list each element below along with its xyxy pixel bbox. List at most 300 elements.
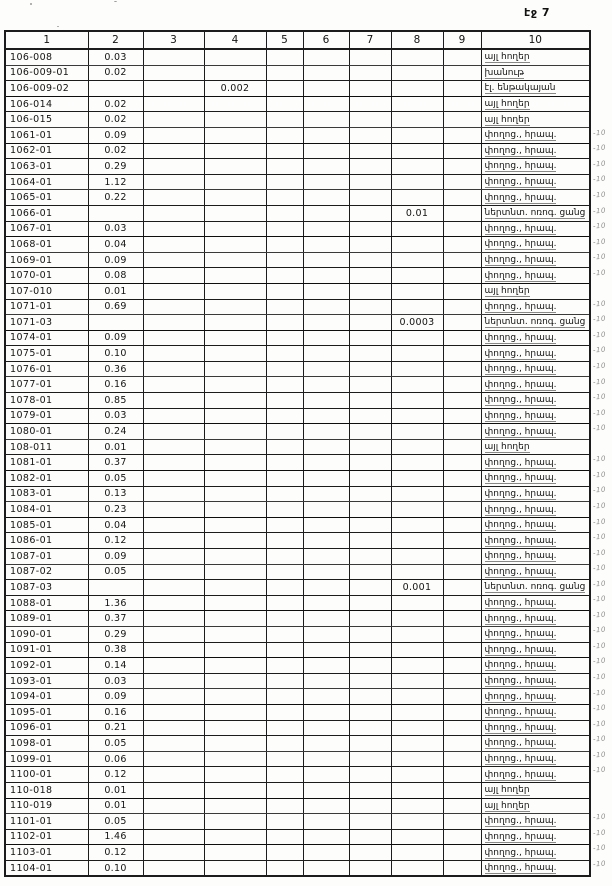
value-cell (204, 205, 266, 221)
value-cell (303, 486, 349, 502)
land-use-text: փողոց., հրապ. (484, 177, 557, 188)
value-cell (266, 439, 303, 455)
parcel-code-cell: 1079-01 (5, 408, 88, 424)
value-cell (204, 798, 266, 814)
column-header-9: 9 (443, 31, 481, 49)
land-use-cell (481, 533, 590, 549)
value-cell: 0.01 (391, 205, 443, 221)
land-use-cell (481, 237, 590, 253)
parcel-code-cell: 110-019 (5, 798, 88, 814)
value-cell (143, 689, 204, 705)
value-cell: 0.02 (88, 65, 143, 81)
value-cell (143, 720, 204, 736)
value-cell (391, 549, 443, 565)
land-use-text: փողոց., հրապ. (484, 738, 557, 749)
land-use-text: ներտնտ. ոռոգ. ցանց (484, 582, 586, 593)
value-cell: 0.69 (88, 299, 143, 315)
value-cell: 0.04 (88, 237, 143, 253)
value-cell: 1.12 (88, 174, 143, 190)
parcel-code-cell: 1087-02 (5, 564, 88, 580)
handwritten-margin-mark: -10 (592, 252, 607, 262)
land-use-cell (481, 299, 590, 315)
value-cell (349, 611, 391, 627)
land-use-cell (481, 658, 590, 674)
value-cell (266, 159, 303, 175)
value-cell (143, 299, 204, 315)
table-row (5, 751, 590, 767)
land-use-text: ներտնտ. ոռոգ. ցանց (484, 317, 586, 328)
value-cell (204, 299, 266, 315)
parcel-code-cell: 1080-01 (5, 424, 88, 440)
value-cell (143, 330, 204, 346)
land-use-text: էլ. ենթակայան (484, 83, 556, 94)
value-cell (204, 580, 266, 596)
value-cell (443, 127, 481, 143)
value-cell: 0.03 (88, 49, 143, 65)
table-row (5, 580, 590, 596)
value-cell (204, 112, 266, 128)
table-row (5, 549, 590, 565)
value-cell (303, 471, 349, 487)
land-use-text: փողոց., հրապ. (484, 660, 557, 671)
value-cell (443, 330, 481, 346)
value-cell (266, 174, 303, 190)
value-cell: 0.02 (88, 143, 143, 159)
value-cell (443, 190, 481, 206)
table-row (5, 829, 590, 845)
handwritten-margin-mark: -10 (592, 579, 607, 589)
parcel-code-cell: 1068-01 (5, 237, 88, 253)
value-cell (143, 252, 204, 268)
value-cell (303, 393, 349, 409)
value-cell (349, 860, 391, 876)
value-cell (303, 96, 349, 112)
value-cell (443, 49, 481, 65)
land-use-text: այլ հողեր (484, 99, 530, 110)
table-row (5, 393, 590, 409)
parcel-code-cell: 1101-01 (5, 814, 88, 830)
value-cell: 0.01 (88, 439, 143, 455)
value-cell (303, 268, 349, 284)
value-cell (391, 471, 443, 487)
table-row (5, 626, 590, 642)
value-cell: 0.13 (88, 486, 143, 502)
parcel-code-cell: 1102-01 (5, 829, 88, 845)
value-cell (391, 767, 443, 783)
land-use-text: փողոց., հրապ. (484, 816, 557, 827)
handwritten-margin-mark: -10 (592, 408, 607, 418)
value-cell (391, 860, 443, 876)
value-cell (266, 486, 303, 502)
value-cell: 0.08 (88, 268, 143, 284)
value-cell (443, 174, 481, 190)
value-cell (266, 720, 303, 736)
land-use-text: փողոց., հրապ. (484, 426, 557, 437)
land-use-cell (481, 642, 590, 658)
land-use-text: փողոց., հրապ. (484, 379, 557, 390)
land-use-text: փողոց., հրապ. (484, 239, 557, 250)
parcel-code-cell: 1099-01 (5, 751, 88, 767)
parcel-code-cell: 1069-01 (5, 252, 88, 268)
land-use-cell (481, 221, 590, 237)
value-cell (303, 845, 349, 861)
value-cell (204, 268, 266, 284)
value-cell (443, 533, 481, 549)
value-cell (443, 782, 481, 798)
value-cell (143, 502, 204, 518)
value-cell (391, 221, 443, 237)
table-row (5, 533, 590, 549)
value-cell (204, 814, 266, 830)
table-row (5, 361, 590, 377)
value-cell (88, 315, 143, 331)
parcel-code-cell: 1086-01 (5, 533, 88, 549)
value-cell (266, 455, 303, 471)
land-use-cell (481, 626, 590, 642)
value-cell (303, 642, 349, 658)
value-cell (204, 174, 266, 190)
value-cell (391, 143, 443, 159)
land-use-cell (481, 798, 590, 814)
parcel-code-cell: 1083-01 (5, 486, 88, 502)
table-row (5, 517, 590, 533)
handwritten-margin-mark: -10 (592, 190, 607, 200)
value-cell (443, 143, 481, 159)
land-use-cell (481, 471, 590, 487)
handwritten-margin-mark: -10 (592, 501, 607, 511)
table-row (5, 689, 590, 705)
handwritten-margin-mark: -10 (592, 750, 607, 760)
land-use-cell (481, 580, 590, 596)
land-use-text: փողոց., հրապ. (484, 130, 557, 141)
value-cell (143, 626, 204, 642)
value-cell: 0.21 (88, 720, 143, 736)
parcel-code-cell: 106-009-01 (5, 65, 88, 81)
value-cell (143, 673, 204, 689)
value-cell (349, 408, 391, 424)
value-cell (391, 346, 443, 362)
value-cell (143, 346, 204, 362)
value-cell (391, 190, 443, 206)
value-cell (303, 81, 349, 97)
table-row (5, 845, 590, 861)
value-cell (143, 174, 204, 190)
table-row (5, 127, 590, 143)
value-cell (143, 96, 204, 112)
value-cell (349, 658, 391, 674)
value-cell: 0.38 (88, 642, 143, 658)
handwritten-margin-mark: -10 (592, 641, 607, 651)
land-use-text: այլ հողեր (484, 114, 530, 125)
value-cell (443, 283, 481, 299)
value-cell (443, 346, 481, 362)
land-use-cell (481, 361, 590, 377)
value-cell (391, 174, 443, 190)
value-cell (303, 377, 349, 393)
value-cell (391, 533, 443, 549)
value-cell (349, 845, 391, 861)
value-cell (266, 393, 303, 409)
land-use-cell (481, 112, 590, 128)
value-cell (204, 860, 266, 876)
value-cell (303, 159, 349, 175)
value-cell (143, 221, 204, 237)
value-cell (204, 720, 266, 736)
land-use-text: փողոց., հրապ. (484, 348, 557, 359)
value-cell (204, 49, 266, 65)
parcel-code-cell: 1094-01 (5, 689, 88, 705)
value-cell (143, 315, 204, 331)
table-row (5, 814, 590, 830)
handwritten-margin-mark: -10 (592, 143, 607, 153)
value-cell (143, 393, 204, 409)
parcel-code-cell: 108-011 (5, 439, 88, 455)
value-cell (143, 205, 204, 221)
land-use-text: փողոց., հրապ. (484, 488, 557, 499)
value-cell (303, 127, 349, 143)
value-cell (349, 174, 391, 190)
land-use-text: փողոց., հրապ. (484, 629, 557, 640)
value-cell (303, 502, 349, 518)
value-cell (349, 237, 391, 253)
table-row (5, 143, 590, 159)
value-cell: 0.09 (88, 252, 143, 268)
value-cell: 0.03 (88, 673, 143, 689)
value-cell: 0.02 (88, 112, 143, 128)
land-use-text: փողոց., հրապ. (484, 364, 557, 375)
value-cell (303, 424, 349, 440)
value-cell (391, 642, 443, 658)
value-cell (349, 580, 391, 596)
value-cell (349, 533, 391, 549)
handwritten-margin-mark: -10 (592, 672, 607, 682)
handwritten-margin-mark: -10 (592, 688, 607, 697)
value-cell (443, 580, 481, 596)
land-use-cell (481, 315, 590, 331)
land-use-text: փողոց., հրապ. (484, 457, 557, 468)
value-cell (204, 252, 266, 268)
value-cell (391, 96, 443, 112)
value-cell (204, 143, 266, 159)
land-use-text: փողոց., հրապ. (484, 520, 557, 531)
value-cell (266, 751, 303, 767)
parcel-code-cell: 106-014 (5, 96, 88, 112)
value-cell (266, 112, 303, 128)
value-cell (443, 626, 481, 642)
value-cell (204, 377, 266, 393)
value-cell (349, 673, 391, 689)
value-cell (303, 361, 349, 377)
value-cell (391, 751, 443, 767)
value-cell (391, 49, 443, 65)
value-cell (391, 455, 443, 471)
value-cell (443, 81, 481, 97)
handwritten-margin-mark: -10 (592, 423, 607, 433)
value-cell: 0.09 (88, 330, 143, 346)
handwritten-margin-mark: -10 (592, 703, 607, 713)
table-row (5, 81, 590, 97)
land-use-cell (481, 143, 590, 159)
value-cell (349, 393, 391, 409)
table-row (5, 221, 590, 237)
value-cell (349, 689, 391, 705)
parcel-code-cell: 1104-01 (5, 860, 88, 876)
value-cell (303, 595, 349, 611)
value-cell (266, 408, 303, 424)
value-cell (391, 658, 443, 674)
table-row (5, 112, 590, 128)
land-use-cell (481, 330, 590, 346)
parcel-code-cell: 1090-01 (5, 626, 88, 642)
value-cell (303, 564, 349, 580)
table-row (5, 736, 590, 752)
value-cell (143, 549, 204, 565)
value-cell: 0.22 (88, 190, 143, 206)
land-use-text: փողոց., հրապ. (484, 691, 557, 702)
value-cell (303, 704, 349, 720)
value-cell (143, 658, 204, 674)
value-cell: 0.05 (88, 736, 143, 752)
land-use-cell (481, 159, 590, 175)
value-cell (443, 860, 481, 876)
value-cell (266, 237, 303, 253)
value-cell (266, 658, 303, 674)
handwritten-margin-mark: -10 (592, 719, 607, 729)
value-cell (143, 127, 204, 143)
value-cell: 0.05 (88, 471, 143, 487)
table-row (5, 767, 590, 783)
value-cell (391, 673, 443, 689)
value-cell (204, 127, 266, 143)
value-cell (349, 549, 391, 565)
table-row (5, 299, 590, 315)
value-cell (443, 829, 481, 845)
value-cell (349, 486, 391, 502)
value-cell: 0.05 (88, 564, 143, 580)
value-cell (266, 377, 303, 393)
value-cell (143, 736, 204, 752)
handwritten-margin-mark: -10 (592, 828, 607, 837)
handwritten-margin-mark: -10 (592, 268, 607, 278)
land-use-cell (481, 829, 590, 845)
land-use-cell (481, 377, 590, 393)
value-cell: 0.05 (88, 814, 143, 830)
value-cell (303, 65, 349, 81)
land-use-cell (481, 689, 590, 705)
parcel-code-cell: 1074-01 (5, 330, 88, 346)
value-cell: 0.12 (88, 767, 143, 783)
value-cell (204, 611, 266, 627)
value-cell (143, 814, 204, 830)
value-cell (443, 408, 481, 424)
value-cell (204, 471, 266, 487)
table-row (5, 704, 590, 720)
table-row (5, 798, 590, 814)
value-cell (143, 642, 204, 658)
value-cell: 0.09 (88, 127, 143, 143)
parcel-code-cell: 1089-01 (5, 611, 88, 627)
value-cell (349, 424, 391, 440)
value-cell: 0.24 (88, 424, 143, 440)
table-row (5, 502, 590, 518)
value-cell (204, 455, 266, 471)
table-row (5, 65, 590, 81)
value-cell (204, 845, 266, 861)
value-cell (143, 268, 204, 284)
land-use-cell (481, 595, 590, 611)
value-cell (303, 798, 349, 814)
value-cell (266, 283, 303, 299)
column-header-2: 2 (88, 31, 143, 49)
scan-speck (57, 26, 59, 27)
land-use-cell (481, 439, 590, 455)
value-cell (143, 611, 204, 627)
value-cell (303, 533, 349, 549)
value-cell (303, 346, 349, 362)
handwritten-margin-mark: -10 (592, 174, 607, 184)
value-cell (443, 845, 481, 861)
value-cell (204, 237, 266, 253)
value-cell (204, 361, 266, 377)
value-cell (391, 517, 443, 533)
value-cell (443, 237, 481, 253)
land-use-text: փողոց., հրապ. (484, 613, 557, 624)
value-cell (391, 626, 443, 642)
land-use-cell (481, 720, 590, 736)
value-cell (391, 330, 443, 346)
land-use-cell (481, 268, 590, 284)
value-cell (349, 127, 391, 143)
land-use-text: խանութ (484, 67, 525, 78)
land-use-text: այլ հողեր (484, 286, 530, 297)
value-cell (303, 860, 349, 876)
value-cell (303, 751, 349, 767)
value-cell (266, 127, 303, 143)
value-cell (143, 408, 204, 424)
value-cell (349, 502, 391, 518)
value-cell (303, 315, 349, 331)
value-cell (391, 65, 443, 81)
value-cell (349, 221, 391, 237)
value-cell (266, 611, 303, 627)
value-cell: 0.10 (88, 860, 143, 876)
value-cell: 0.01 (88, 283, 143, 299)
table-row (5, 658, 590, 674)
value-cell (303, 283, 349, 299)
value-cell (143, 517, 204, 533)
value-cell (303, 720, 349, 736)
value-cell (443, 486, 481, 502)
value-cell (204, 330, 266, 346)
value-cell (443, 798, 481, 814)
land-use-text: փողոց., հրապ. (484, 707, 557, 718)
value-cell: 0.001 (391, 580, 443, 596)
value-cell (204, 533, 266, 549)
value-cell (349, 782, 391, 798)
handwritten-margin-mark: -10 (592, 377, 607, 386)
handwritten-margin-mark: -10 (592, 859, 607, 869)
value-cell (443, 658, 481, 674)
value-cell (391, 439, 443, 455)
value-cell (143, 439, 204, 455)
parcel-code-cell: 106-009-02 (5, 81, 88, 97)
value-cell (143, 767, 204, 783)
value-cell (204, 283, 266, 299)
value-cell (266, 65, 303, 81)
value-cell (349, 439, 391, 455)
parcel-code-cell: 106-008 (5, 49, 88, 65)
table-row (5, 190, 590, 206)
